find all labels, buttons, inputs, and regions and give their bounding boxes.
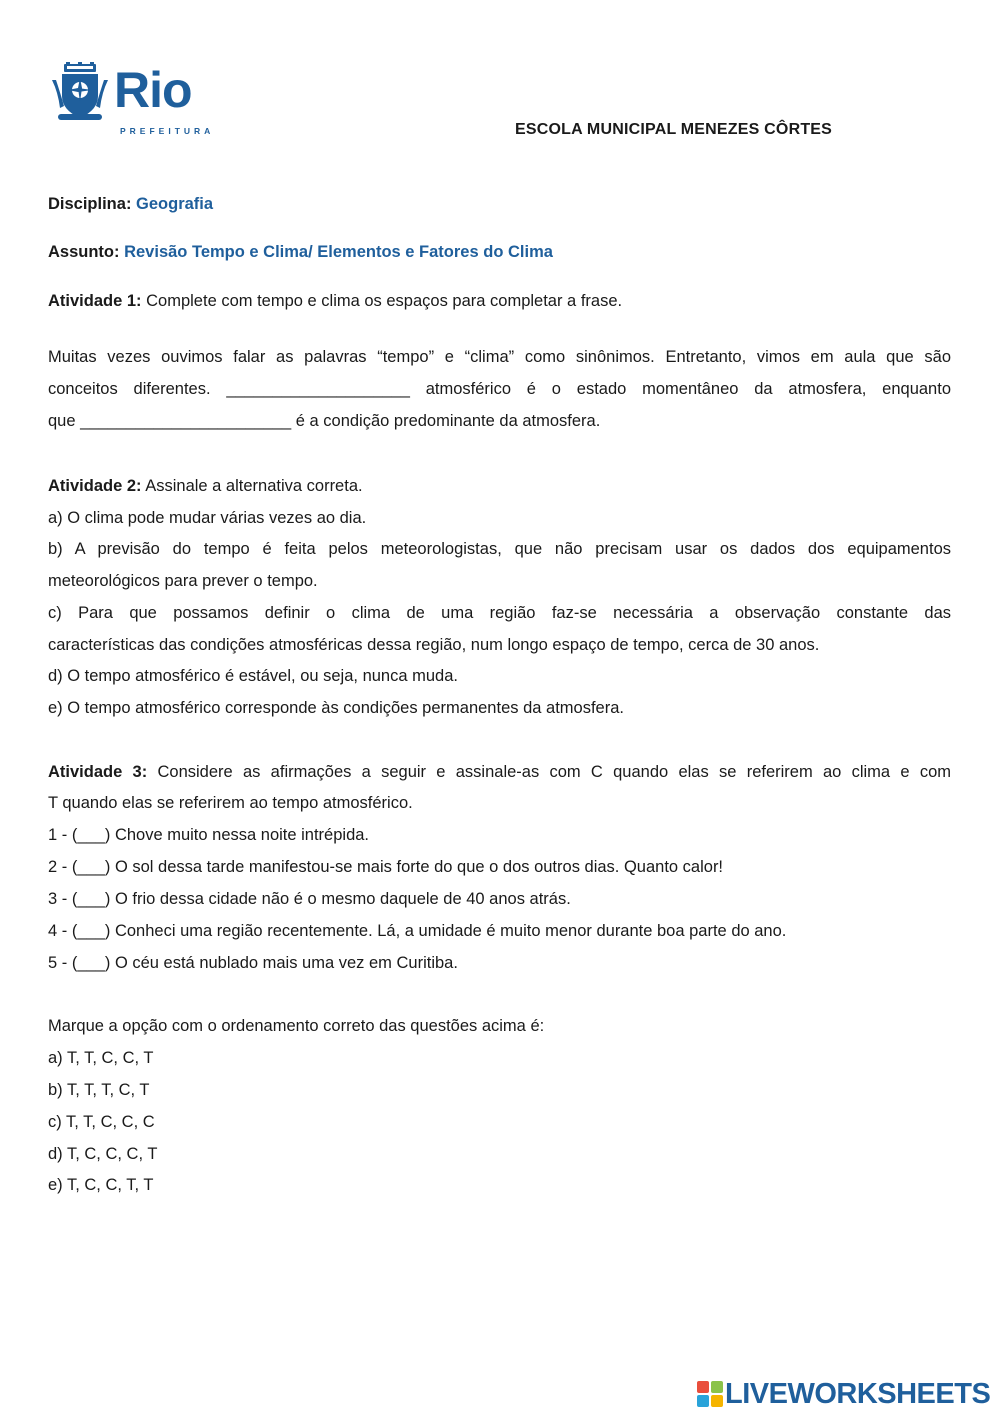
liveworksheets-brand: LIVEWORKSHEETS bbox=[725, 1378, 991, 1410]
atividade2-option-e: e) O tempo atmosférico corresponde às condições permanentes da atmosfera. bbox=[48, 699, 624, 717]
ordering-option-d: d) T, C, C, C, T bbox=[48, 1145, 158, 1163]
atividade1-text-line: que _______________________ é a condição predominante da atmosfera. bbox=[48, 412, 601, 430]
statement-item: 5 - (___) O céu está nublado mais uma vez em Curitiba. bbox=[48, 954, 458, 972]
statement-item: 4 - (___) Conheci uma região recentemente. Lá, a umidade é muito menor durante boa parte do ano. bbox=[48, 922, 787, 940]
ordering-option-a: a) T, T, C, C, T bbox=[48, 1049, 154, 1067]
ordering-option-b: b) T, T, T, C, T bbox=[48, 1081, 150, 1099]
atividade2-option-b-cont: meteorológicos para prever o tempo. bbox=[48, 572, 318, 590]
atividade3-heading bbox=[48, 762, 951, 782]
statement-item: 2 - (___) O sol dessa tarde manifestou-se mais forte do que o dos outros dias. Quanto calor! bbox=[48, 858, 724, 876]
atividade2-option-a: a) O clima pode mudar várias vezes ao dia. bbox=[48, 509, 367, 527]
disciplina-line bbox=[48, 194, 951, 214]
liveworksheets-watermark bbox=[697, 1379, 990, 1409]
assunto-line bbox=[48, 242, 951, 262]
atividade1-instruction: Complete com tempo e clima os espaços para completar a frase. bbox=[146, 292, 623, 310]
atividade1-text-line: conceitos diferentes. ____________________ atmosférico é o estado momentâneo da atmosfera, enquanto bbox=[48, 380, 951, 398]
atividade3-instruction-cont: T quando elas se referirem ao tempo atmosférico. bbox=[48, 794, 413, 812]
disciplina-label: Disciplina: bbox=[48, 195, 132, 213]
atividade2-label: Atividade 2: bbox=[48, 477, 142, 495]
atividade2-option-c-cont: características das condições atmosféricas dessa região, num longo espaço de tempo, cerca de 30 anos. bbox=[48, 636, 820, 654]
atividade1-label: Atividade 1: bbox=[48, 292, 142, 310]
atividade2-option-b: b) A previsão do tempo é feita pelos meteorologistas, que não precisam usar os dados dos equipamentos bbox=[48, 540, 951, 558]
disciplina-value: Geografia bbox=[136, 195, 214, 213]
atividade2-instruction: Assinale a alternativa correta. bbox=[145, 477, 363, 495]
statement-item: 1 - (___) Chove muito nessa noite intrépida. bbox=[48, 826, 370, 844]
ordering-question: Marque a opção com o ordenamento correto das questões acima é: bbox=[48, 1017, 545, 1035]
atividade2-option-c: c) Para que possamos definir o clima de uma região faz-se necessária a observação constante das bbox=[48, 604, 951, 622]
statement-item: 3 - (___) O frio dessa cidade não é o mesmo daquele de 40 anos atrás. bbox=[48, 890, 571, 908]
atividade1-heading bbox=[48, 291, 951, 311]
ordering-option-e: e) T, C, C, T, T bbox=[48, 1176, 154, 1194]
assunto-label: Assunto: bbox=[48, 243, 120, 261]
logo-wordmark: Rio bbox=[114, 62, 192, 118]
school-name: ESCOLA MUNICIPAL MENEZES CÔRTES bbox=[515, 121, 833, 138]
atividade2-heading bbox=[48, 476, 951, 496]
atividade3-label: Atividade 3: bbox=[48, 763, 148, 781]
atividade3-instruction: Considere as afirmações a seguir e assinale-as com C quando elas se referirem ao clima e com bbox=[157, 763, 951, 781]
liveworksheets-logo-icon bbox=[697, 1381, 723, 1407]
coat-of-arms-icon bbox=[50, 62, 110, 124]
assunto-value: Revisão Tempo e Clima/ Elementos e Fatores do Clima bbox=[124, 243, 553, 261]
atividade2-option-d: d) O tempo atmosférico é estável, ou seja, nunca muda. bbox=[48, 667, 458, 685]
rio-prefeitura-logo bbox=[50, 60, 220, 142]
ordering-option-c: c) T, T, C, C, C bbox=[48, 1113, 155, 1131]
atividade1-text-line: Muitas vezes ouvimos falar as palavras “tempo” e “clima” como sinônimos. Entretanto, vimos em aula que são bbox=[48, 348, 951, 366]
logo-subtitle: PREFEITURA bbox=[120, 126, 215, 136]
